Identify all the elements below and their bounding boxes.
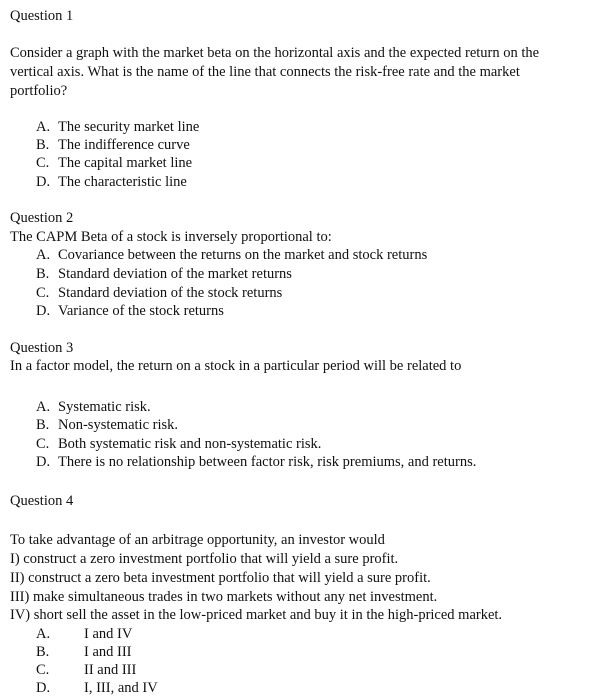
- question-1-title: Question 1: [10, 8, 74, 24]
- question-2-title: Question 2: [10, 210, 74, 226]
- question-2-option-b: B. Standard deviation of the market returns: [36, 266, 292, 282]
- question-3-text: In a factor model, the return on a stock in a particular period will be related to: [10, 358, 462, 374]
- question-1-option-d: D. The characteristic line: [36, 174, 187, 190]
- question-4-option-d: D. I, III, and IV: [36, 680, 158, 696]
- question-2-text: The CAPM Beta of a stock is inversely proportional to:: [10, 229, 332, 245]
- question-2-option-a: A. Covariance between the returns on the market and stock returns: [36, 247, 428, 263]
- question-4-option-b: B. I and III: [36, 644, 132, 660]
- question-2-option-d: D. Variance of the stock returns: [36, 303, 224, 319]
- question-3-option-a: A. Systematic risk.: [36, 399, 151, 415]
- question-1-option-c: C. The capital market line: [36, 155, 193, 171]
- question-4-statement-1: I) construct a zero investment portfolio that will yield a sure profit.: [10, 551, 399, 567]
- question-3-option-d: D. There is no relationship between factor risk, risk premiums, and returns.: [36, 454, 477, 470]
- question-4-option-a: A. I and IV: [36, 626, 133, 642]
- question-3-option-c: C. Both systematic risk and non-systematic risk.: [36, 436, 322, 452]
- question-4-title: Question 4: [10, 493, 74, 509]
- question-4-option-c: C. II and III: [36, 662, 137, 678]
- question-1-text-line-2: vertical axis. What is the name of the line that connects the risk-free rate and the market: [10, 64, 520, 80]
- question-4-text: To take advantage of an arbitrage opportunity, an investor would: [10, 532, 385, 548]
- question-3-title: Question 3: [10, 340, 74, 356]
- question-1-text-line-1: Consider a graph with the market beta on the horizontal axis and the expected return on the: [10, 45, 540, 61]
- question-4-statement-4: IV) short sell the asset in the low-priced market and buy it in the high-priced market.: [10, 607, 503, 623]
- question-2-option-c: C. Standard deviation of the stock returns: [36, 285, 283, 301]
- question-4-statement-3: III) make simultaneous trades in two markets without any net investment.: [10, 589, 438, 605]
- question-1-option-b: B. The indifference curve: [36, 137, 190, 153]
- question-4-statement-2: II) construct a zero beta investment portfolio that will yield a sure profit.: [10, 570, 431, 586]
- question-3-option-b: B. Non-systematic risk.: [36, 417, 179, 433]
- question-1-option-a: A. The security market line: [36, 119, 200, 135]
- question-1-text-line-3: portfolio?: [10, 83, 68, 99]
